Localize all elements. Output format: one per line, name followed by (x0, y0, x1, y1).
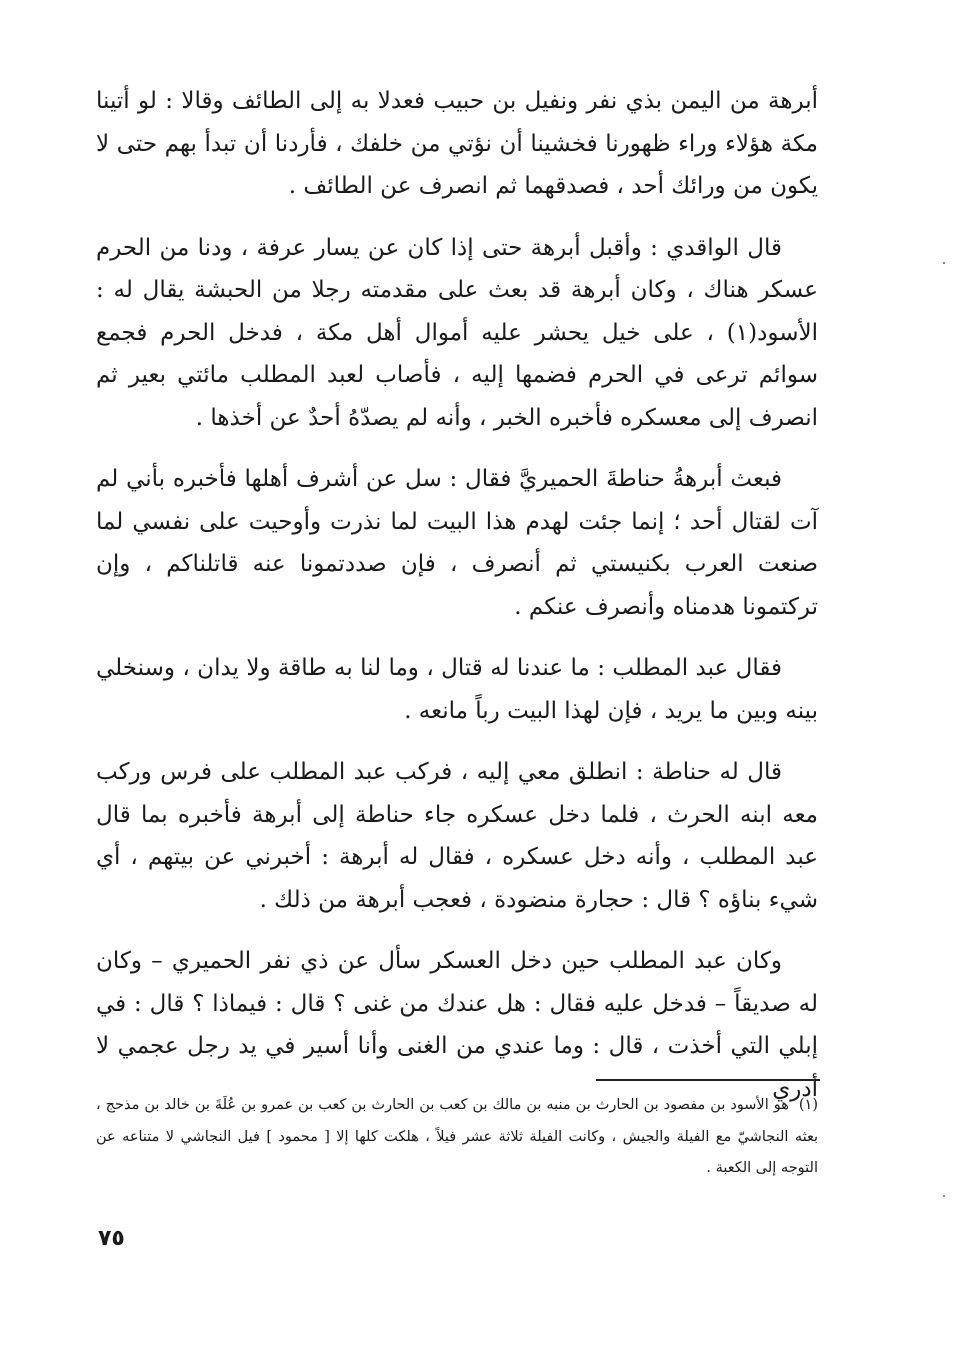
paragraph-1: أبرهة من اليمن بذي نفر ونفيل بن حبيب فعدلا به إلى الطائف وقالا : لو أتينا مكة هؤلاء وراء ظهورنا فخشينا أن نؤتي من خلفك ، فأردنا أن تبدأ بهم حتى لا يكون من ورائك أحد ، فصدقهما ثم انصرف عن الطائف . (96, 88, 818, 199)
footnote (96, 1090, 818, 1185)
paragraph-2: قال الواقدي : وأقبل أبرهة حتى إذا كان عن يسار عرفة ، ودنا من الحرم عسكر هناك ، وكان أبرهة قد بعث على مقدمته رجلا من الحبشة يقال له : الأسود(١) ، على خيل يحشر عليه أموال أهل مكة ، فدخل الحرم فجمع سوائم ترعى في الحرم فضمها إليه ، فأصاب لعبد المطلب مائتي بعير ثم انصرف إلى معسكره فأخبره الخبر ، وأنه لم يصدّهُ أحدٌ عن أخذها . (96, 234, 818, 431)
footnote-number: (١) (798, 1097, 818, 1113)
paragraph-6: وكان عبد المطلب حين دخل العسكر سأل عن ذي نفر الحميري – وكان له صديقاً – فدخل عليه فقال : هل عندك من غنى ؟ قال : فيماذا ؟ قال : في إبلي التي أخذت ، قال : وما عندي من الغنى وأنا أسير في يد رجل عجمي لا أدري (96, 948, 818, 1102)
footnote-text: هو الأسود بن مفصود بن الحارث بن منبه بن مالك بن كعب بن الحارث بن كعب بن عمرو بن عُلَةَ بن خالد بن مذحج ، بعثه النجاشيّ مع الفيلة والجيش ، وكانت الفيلة ثلاثة عشر فيلاً ، هلكت كلها إلا [ محمود ] فيل النجاشي لا متناعه عن التوجه إلى الكعبة . (96, 1097, 818, 1176)
paragraph-5: قال له حناطة : انطلق معي إليه ، فركب عبد المطلب على فرس وركب معه ابنه الحرث ، فلما دخل عسكره جاء حناطة إلى أبرهة فأخبره بما قال عبد المطلب ، وأنه دخل عسكره ، فقال له أبرهة : أخبرني عن بيتهم ، أي شيء بناؤه ؟ قال : حجارة منضودة ، فعجب أبرهة من ذلك . (96, 759, 818, 913)
scan-speck (943, 1195, 945, 1197)
paragraph-3: فبعث أبرهةُ حناطةَ الحميريَّ فقال : سل عن أشرف أهلها فأخبره بأني لم آت لقتال أحد ؛ إنما جئت لهدم هذا البيت لما نذرت وأوحيت على نفسي لما صنعت العرب بكنيستي ثم أنصرف ، فإن صددتمونا عنه قاتلناكم ، وإن تركتمونا هدمناه وأنصرف عنكم . (96, 466, 818, 620)
page-number: ٧٥ (98, 1226, 125, 1251)
footnote-divider (596, 1079, 820, 1081)
paragraph-4: فقال عبد المطلب : ما عندنا له قتال ، وما لنا به طاقة ولا يدان ، وسنخلي بينه وبين ما يريد ، فإن لهذا البيت رباً مانعه . (96, 655, 818, 724)
scan-speck (943, 262, 945, 264)
page-body (96, 80, 818, 1129)
